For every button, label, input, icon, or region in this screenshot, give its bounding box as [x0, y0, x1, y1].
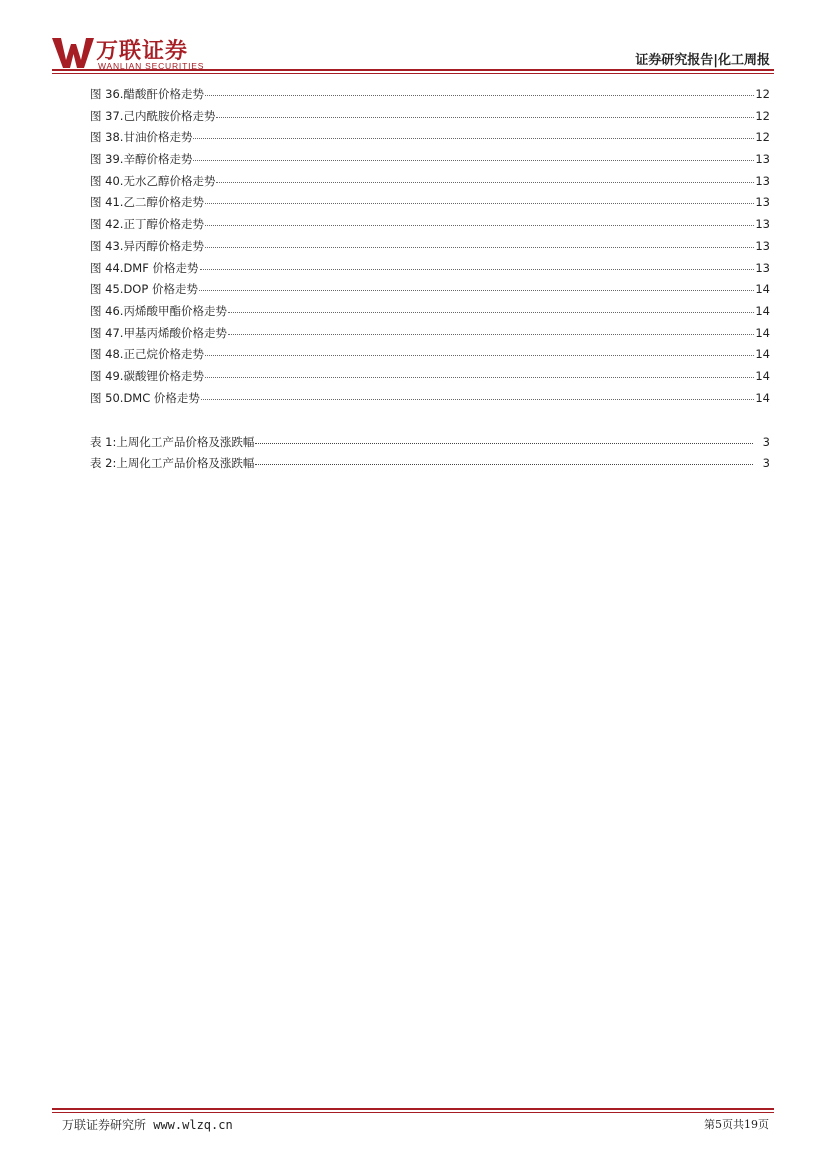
- figure-toc-entry[interactable]: [90, 216, 770, 238]
- figure-toc-entry-label: 图 36.醋酸酐价格走势: [90, 87, 204, 101]
- table-toc-entry[interactable]: [90, 434, 770, 455]
- dot-leader: [255, 464, 753, 465]
- figure-toc-entry-page: 12: [755, 87, 770, 101]
- table-toc-entry-page: 3: [762, 435, 770, 449]
- figure-toc-entry[interactable]: [90, 325, 770, 347]
- dot-leader: [200, 269, 755, 270]
- figure-toc-entry-page: 13: [755, 173, 770, 188]
- figure-toc-entry-label: 图 40.无水乙醇价格走势: [90, 173, 216, 188]
- header-divider-thin: [52, 73, 774, 74]
- figure-toc-entry-label: 图 45.DOP 价格走势: [90, 282, 198, 297]
- figure-toc-entry-label: 图 48.正己烷价格走势: [90, 347, 204, 362]
- dot-leader: [205, 247, 754, 248]
- dot-leader: [205, 203, 754, 204]
- dot-leader: [205, 355, 754, 356]
- figure-toc-entry-label: 图 41.乙二醇价格走势: [90, 195, 204, 210]
- figure-toc-entry-label: 图 49.碳酸锂价格走势: [90, 368, 204, 383]
- dot-leader: [205, 377, 754, 378]
- figure-toc-entry-page: 14: [755, 347, 770, 362]
- figure-toc-entry[interactable]: [90, 173, 770, 195]
- figure-toc-entry[interactable]: [90, 390, 770, 412]
- figure-toc-entry-page: 13: [755, 152, 770, 167]
- page-header: [52, 30, 774, 72]
- dot-leader: [193, 138, 754, 139]
- footer-divider-thick: [52, 1108, 774, 1110]
- figure-toc-entry-label: 图 50.DMC 价格走势: [90, 390, 200, 405]
- figure-toc-entry[interactable]: [90, 151, 770, 173]
- figure-toc-entry[interactable]: [90, 281, 770, 303]
- dot-leader: [199, 290, 754, 291]
- figure-toc-entry-label: 图 47.甲基丙烯酸价格走势: [90, 325, 227, 340]
- figure-toc-entry-page: 12: [755, 108, 770, 123]
- wanlian-w-logo-icon: [52, 36, 94, 70]
- figure-toc-entry-label: 图 42.正丁醇价格走势: [90, 217, 204, 232]
- figure-toc-entry-label: 图 43.异丙醇价格走势: [90, 238, 204, 253]
- figure-toc-entry-page: 13: [755, 195, 770, 210]
- dot-leader: [228, 312, 754, 313]
- figure-toc-entry-page: 14: [755, 282, 770, 297]
- dot-leader: [201, 399, 754, 400]
- figure-toc-entry-page: 13: [755, 238, 770, 253]
- table-list: [90, 434, 770, 476]
- figure-toc-entry[interactable]: [90, 368, 770, 390]
- figure-toc-entry-page: 14: [755, 368, 770, 383]
- dot-leader: [205, 225, 754, 226]
- figure-toc-entry[interactable]: [90, 303, 770, 325]
- figure-toc-entry-page: 14: [755, 325, 770, 340]
- figure-toc-entry[interactable]: [90, 194, 770, 216]
- dot-leader: [228, 334, 754, 335]
- figure-toc-entry[interactable]: [90, 108, 770, 130]
- figure-toc-entry[interactable]: [90, 129, 770, 151]
- figure-toc-entry-label: 图 37.己内酰胺价格走势: [90, 108, 216, 123]
- dot-leader: [205, 95, 754, 96]
- page-number: 第5页共19页: [704, 1118, 769, 1131]
- figure-toc-entry-label: 图 39.辛醇价格走势: [90, 152, 193, 167]
- figure-list: [90, 86, 770, 411]
- logo-chinese-name: 万联证券: [96, 39, 189, 64]
- figure-toc-entry[interactable]: [90, 238, 770, 260]
- table-toc-entry-label: 表 2:上周化工产品价格及涨跌幅: [90, 456, 255, 470]
- figure-toc-entry-label: 图 44.DMF 价格走势: [90, 260, 199, 275]
- figure-toc-entry[interactable]: [90, 346, 770, 368]
- table-toc-entry-label: 表 1:上周化工产品价格及涨跌幅: [90, 435, 255, 449]
- figure-toc-entry-page: 14: [755, 390, 770, 405]
- figure-toc-entry[interactable]: [90, 86, 770, 108]
- figure-toc-entry-page: 13: [755, 260, 770, 275]
- header-divider-thick: [52, 69, 774, 71]
- footer-institute: 万联证券研究所 www.wlzq.cn: [62, 1118, 233, 1132]
- logo-english-name: WANLIAN SECURITIES: [98, 61, 205, 71]
- dot-leader: [216, 117, 754, 118]
- table-toc-entry[interactable]: [90, 455, 770, 476]
- report-type: 证券研究报告|化工周报: [635, 53, 770, 68]
- figure-toc-entry-label: 图 46.丙烯酸甲酯价格走势: [90, 303, 227, 318]
- figure-toc-entry-page: 12: [755, 130, 770, 145]
- figure-toc-entry-page: 13: [755, 217, 770, 232]
- table-toc-entry-page: 3: [762, 456, 770, 470]
- dot-leader: [193, 160, 754, 161]
- footer-divider-thin: [52, 1112, 774, 1113]
- figure-toc-entry[interactable]: [90, 260, 770, 282]
- dot-leader: [255, 443, 753, 444]
- figure-toc-entry-page: 14: [755, 303, 770, 318]
- figure-toc-entry-label: 图 38.甘油价格走势: [90, 130, 193, 145]
- dot-leader: [216, 182, 754, 183]
